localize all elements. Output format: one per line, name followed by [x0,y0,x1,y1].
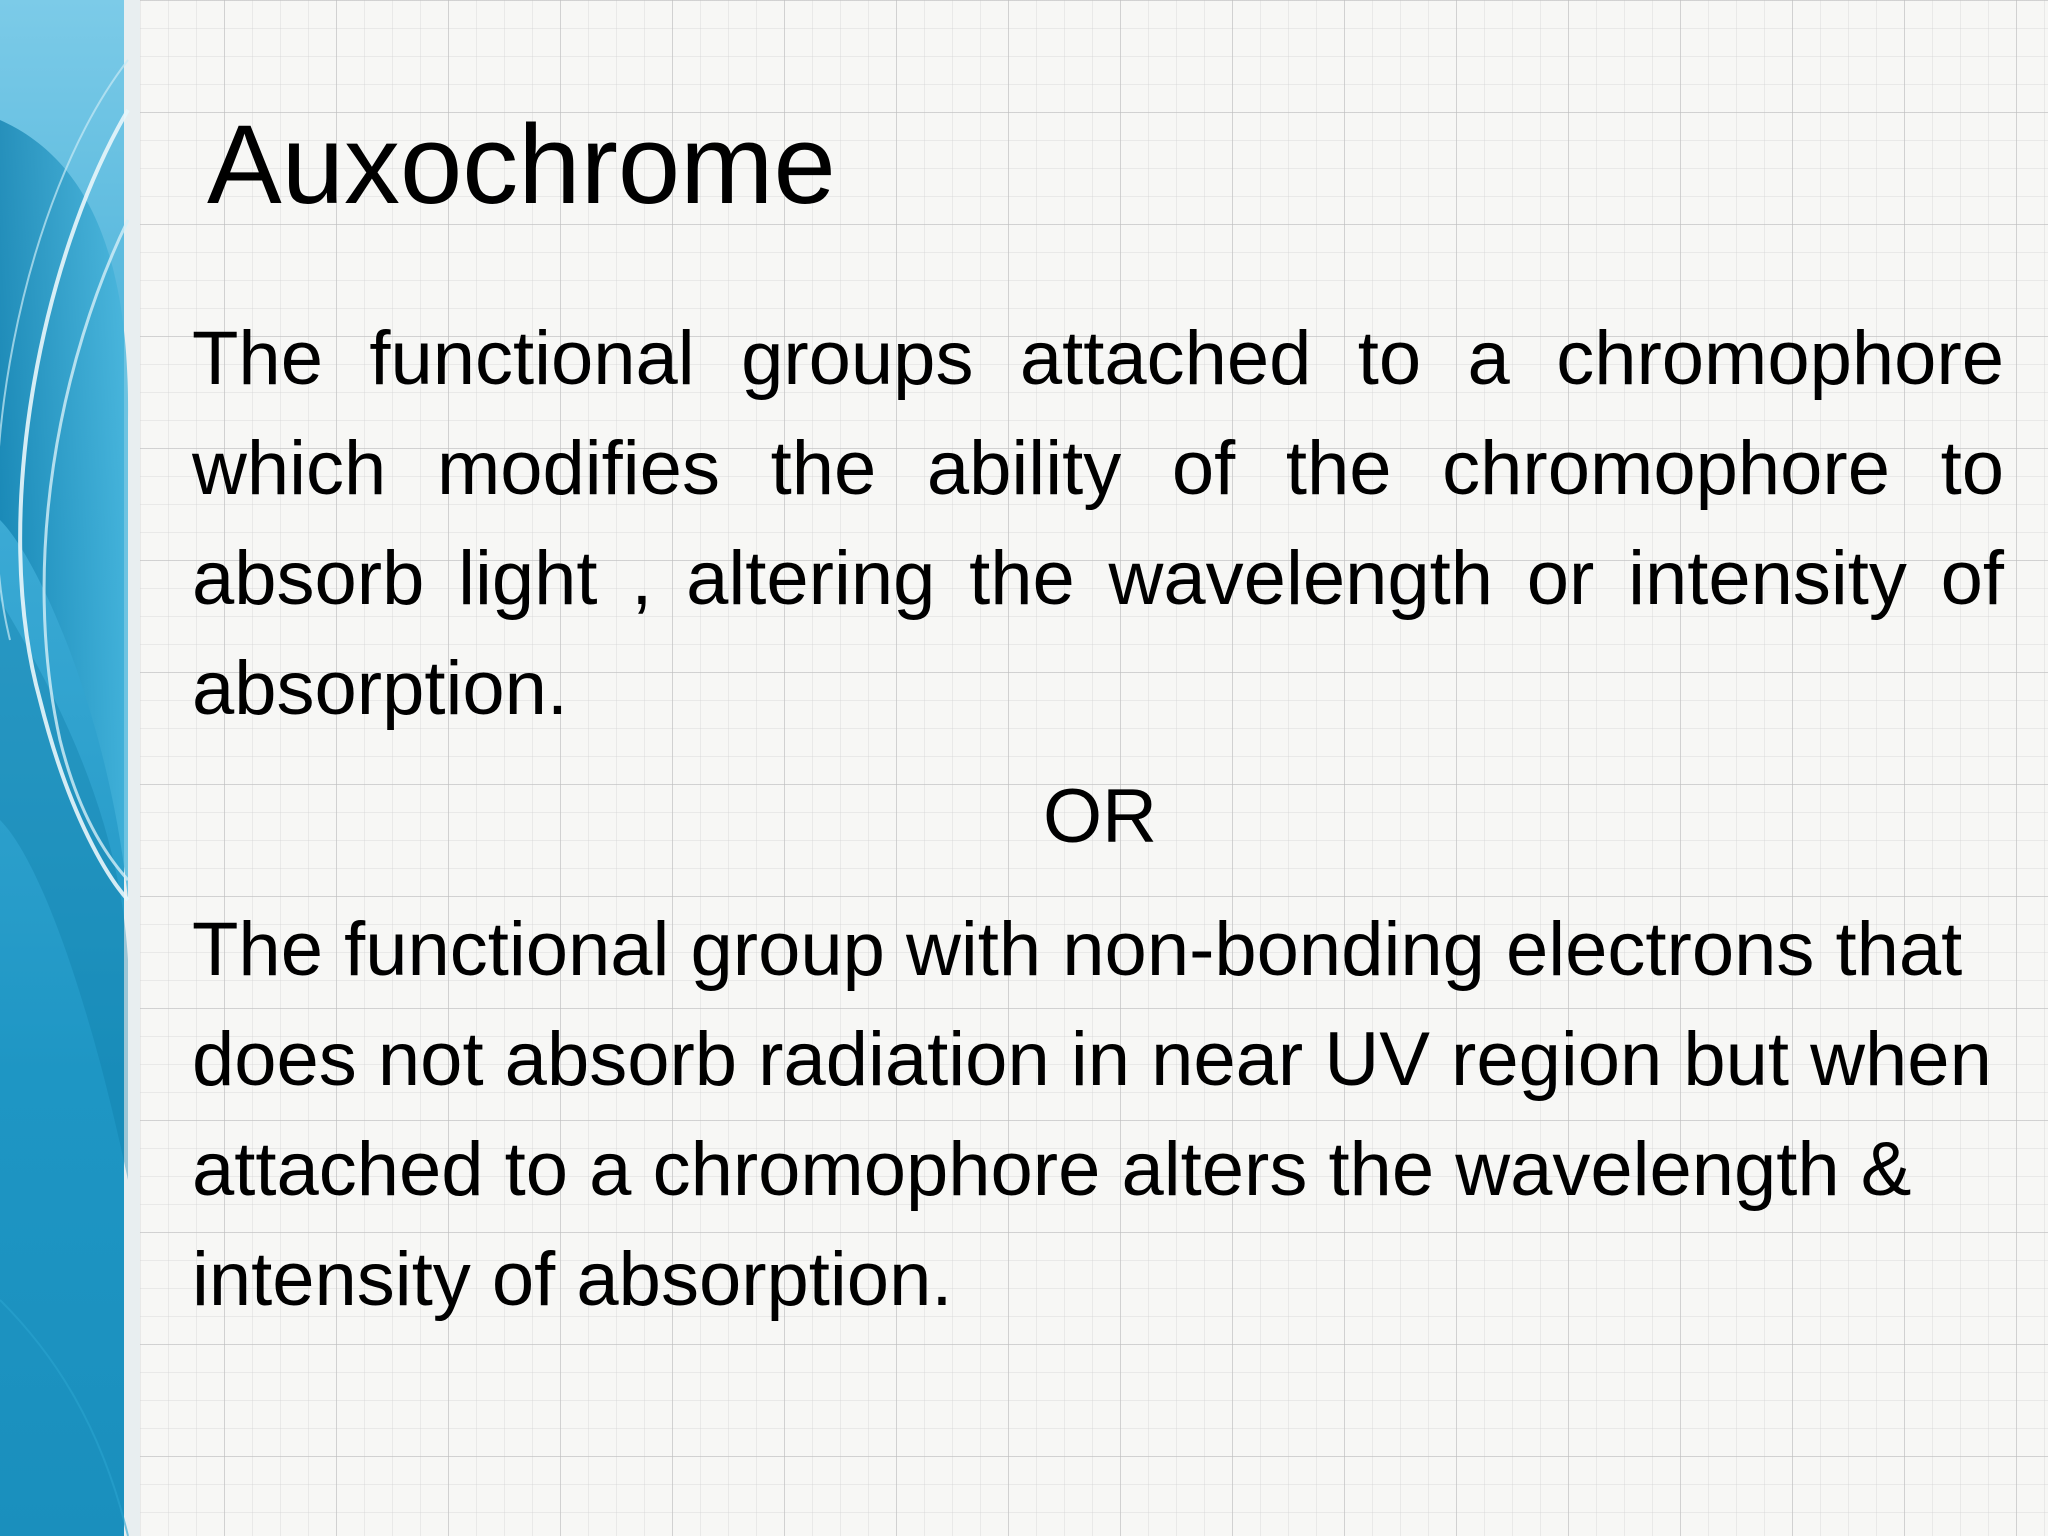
definition-paragraph-2: The functional group with non-bonding electrons that does not absorb radiation in near UV region but when attached to a chromophore alters the wavelength & intensity of absorption. [192,907,1992,1322]
definition-paragraph-1: The functional groups attached to a chromophore which modifies the ability of the chromophore to absorb light , altering the wavelength or intensity of absorption. [192,316,2004,731]
slide-title: Auxochrome [207,102,836,227]
or-separator: OR [1043,774,1157,859]
